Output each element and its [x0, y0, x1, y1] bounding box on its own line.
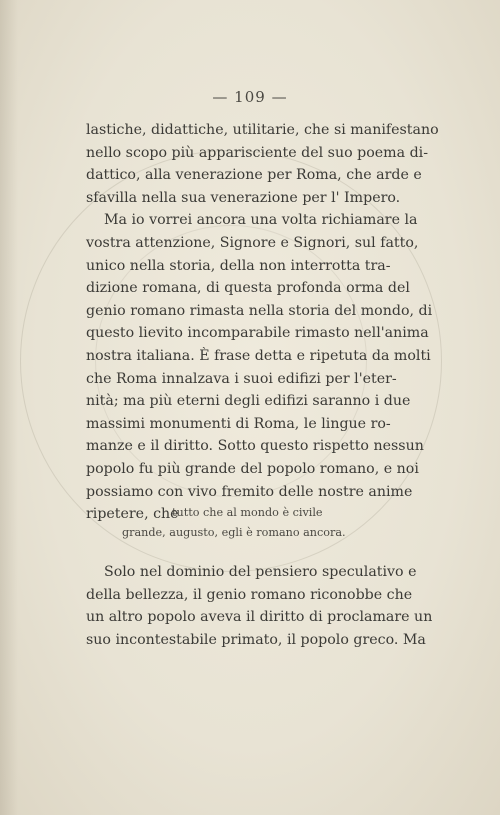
text-line: nostra italiana. È frase detta e ripetuta da molti	[86, 347, 431, 364]
text-line: questo lievito incomparabile rimasto nell'anima	[86, 325, 429, 342]
quote-line: tutto che al mondo è civile	[172, 506, 323, 519]
text-line: dizione romana, di questa profonda orma del	[86, 280, 410, 297]
text-line: un altro popolo aveva il diritto di proclamare un	[86, 609, 433, 626]
text-line: vostra attenzione, Signore e Signori, sul fatto,	[86, 234, 419, 251]
text-line: possiamo con vivo fremito delle nostre anime	[86, 483, 413, 500]
text-line: unico nella storia, della non interrotta tra-	[86, 257, 391, 274]
text-line: popolo fu più grande del popolo romano, e noi	[86, 460, 419, 477]
verse-quotation	[86, 503, 390, 543]
text-line: manze e il diritto. Sotto questo rispetto nessun	[86, 438, 424, 455]
text-line: suo incontestabile primato, il popolo greco. Ma	[86, 631, 426, 648]
text-line: massimi monumenti di Roma, le lingue ro-	[86, 415, 391, 432]
text-line: Solo nel dominio del pensiero speculativo e	[104, 564, 417, 580]
text-block-lower	[86, 561, 433, 651]
text-line: nello scopo più apparisciente del suo poema di-	[86, 144, 428, 161]
text-block-upper	[86, 119, 439, 526]
text-line: genio romano rimasta nella storia del mondo, di	[86, 302, 433, 319]
page-number: — 109 —	[212, 88, 288, 106]
text-line: dattico, alla venerazione per Roma, che arde e	[86, 167, 422, 184]
text-line: ripetere, che	[86, 506, 179, 523]
quote-line: grande, augusto, egli è romano ancora.	[122, 526, 346, 539]
text-line: lastiche, didattiche, utilitarie, che si manifestano	[86, 122, 439, 138]
text-line: che Roma innalzava i suoi edifizi per l'eter-	[86, 370, 397, 387]
text-line: della bellezza, il genio romano riconobbe che	[86, 586, 413, 603]
text-line: Ma io vorrei ancora una volta richiamare la	[104, 212, 418, 229]
text-line: nità; ma più eterni degli edifizi saranno i due	[86, 393, 411, 410]
text-line: sfavilla nella sua venerazione per l' Impero.	[86, 189, 401, 206]
